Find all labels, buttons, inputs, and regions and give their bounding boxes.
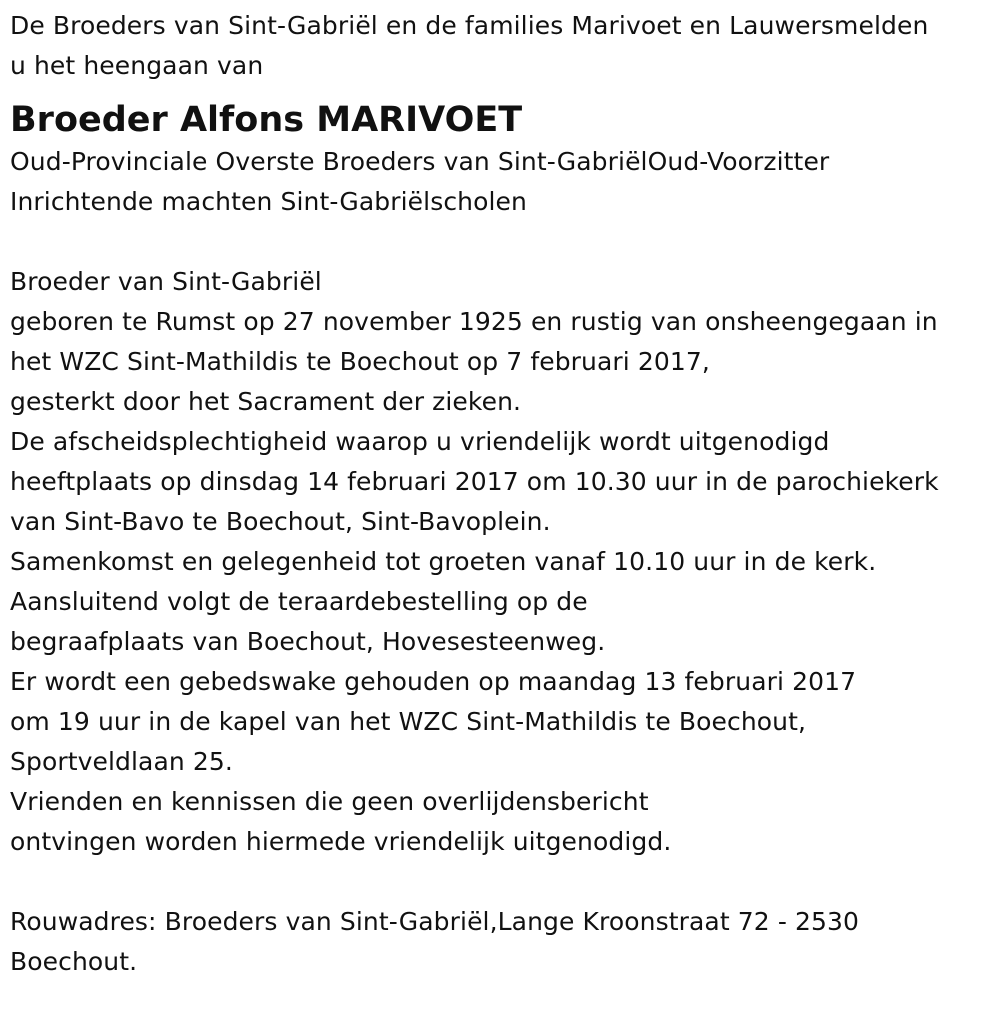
- spacer: [10, 222, 1000, 262]
- body-line: gesterkt door het Sacrament der zieken.: [10, 387, 522, 416]
- body-line: begraafplaats van Boechout, Hovesesteenweg.: [10, 627, 606, 656]
- body-line: Er wordt een gebedswake gehouden op maandag 13 februari 2017: [10, 667, 857, 696]
- body-line: ontvingen worden hiermede vriendelijk uitgenodigd.: [10, 827, 672, 856]
- address-line: Rouwadres: Broeders van Sint-Gabriël,Lange Kroonstraat 72 - 2530: [10, 907, 860, 936]
- body-line: De afscheidsplechtigheid waarop u vriendelijk wordt uitgenodigd: [10, 427, 830, 456]
- body-line: heeftplaats op dinsdag 14 februari 2017 om 10.30 uur in de parochiekerk: [10, 467, 939, 496]
- intro-line: u het heengaan van: [10, 51, 264, 80]
- body-line: van Sint-Bavo te Boechout, Sint-Bavoplein.: [10, 507, 551, 536]
- body-line: Sportveldlaan 25.: [10, 747, 233, 776]
- intro-section: [10, 6, 1000, 86]
- body-line: Broeder van Sint-Gabriël: [10, 267, 322, 296]
- body-section: [10, 262, 1000, 862]
- body-line: om 19 uur in de kapel van het WZC Sint-Mathildis te Boechout,: [10, 707, 807, 736]
- intro-line: De Broeders van Sint-Gabriël en de families Marivoet en Lauwersmelden: [10, 11, 929, 40]
- body-line: Aansluitend volgt de teraardebestelling op de: [10, 587, 588, 616]
- body-line: geboren te Rumst op 27 november 1925 en rustig van onsheengegaan in: [10, 307, 938, 336]
- body-line: het WZC Sint-Mathildis te Boechout op 7 februari 2017,: [10, 347, 710, 376]
- title-line: Oud-Provinciale Overste Broeders van Sint-GabriëlOud-Voorzitter: [10, 147, 830, 176]
- title-line: Inrichtende machten Sint-Gabriëlscholen: [10, 187, 527, 216]
- address-line: Boechout.: [10, 947, 138, 976]
- spacer: [10, 862, 1000, 902]
- body-line: Samenkomst en gelegenheid tot groeten vanaf 10.10 uur in de kerk.: [10, 547, 877, 576]
- body-line: Vrienden en kennissen die geen overlijdensbericht: [10, 787, 649, 816]
- deceased-name: Broeder Alfons MARIVOET: [10, 100, 523, 140]
- titles-section: [10, 142, 1000, 222]
- address-section: [10, 902, 1000, 982]
